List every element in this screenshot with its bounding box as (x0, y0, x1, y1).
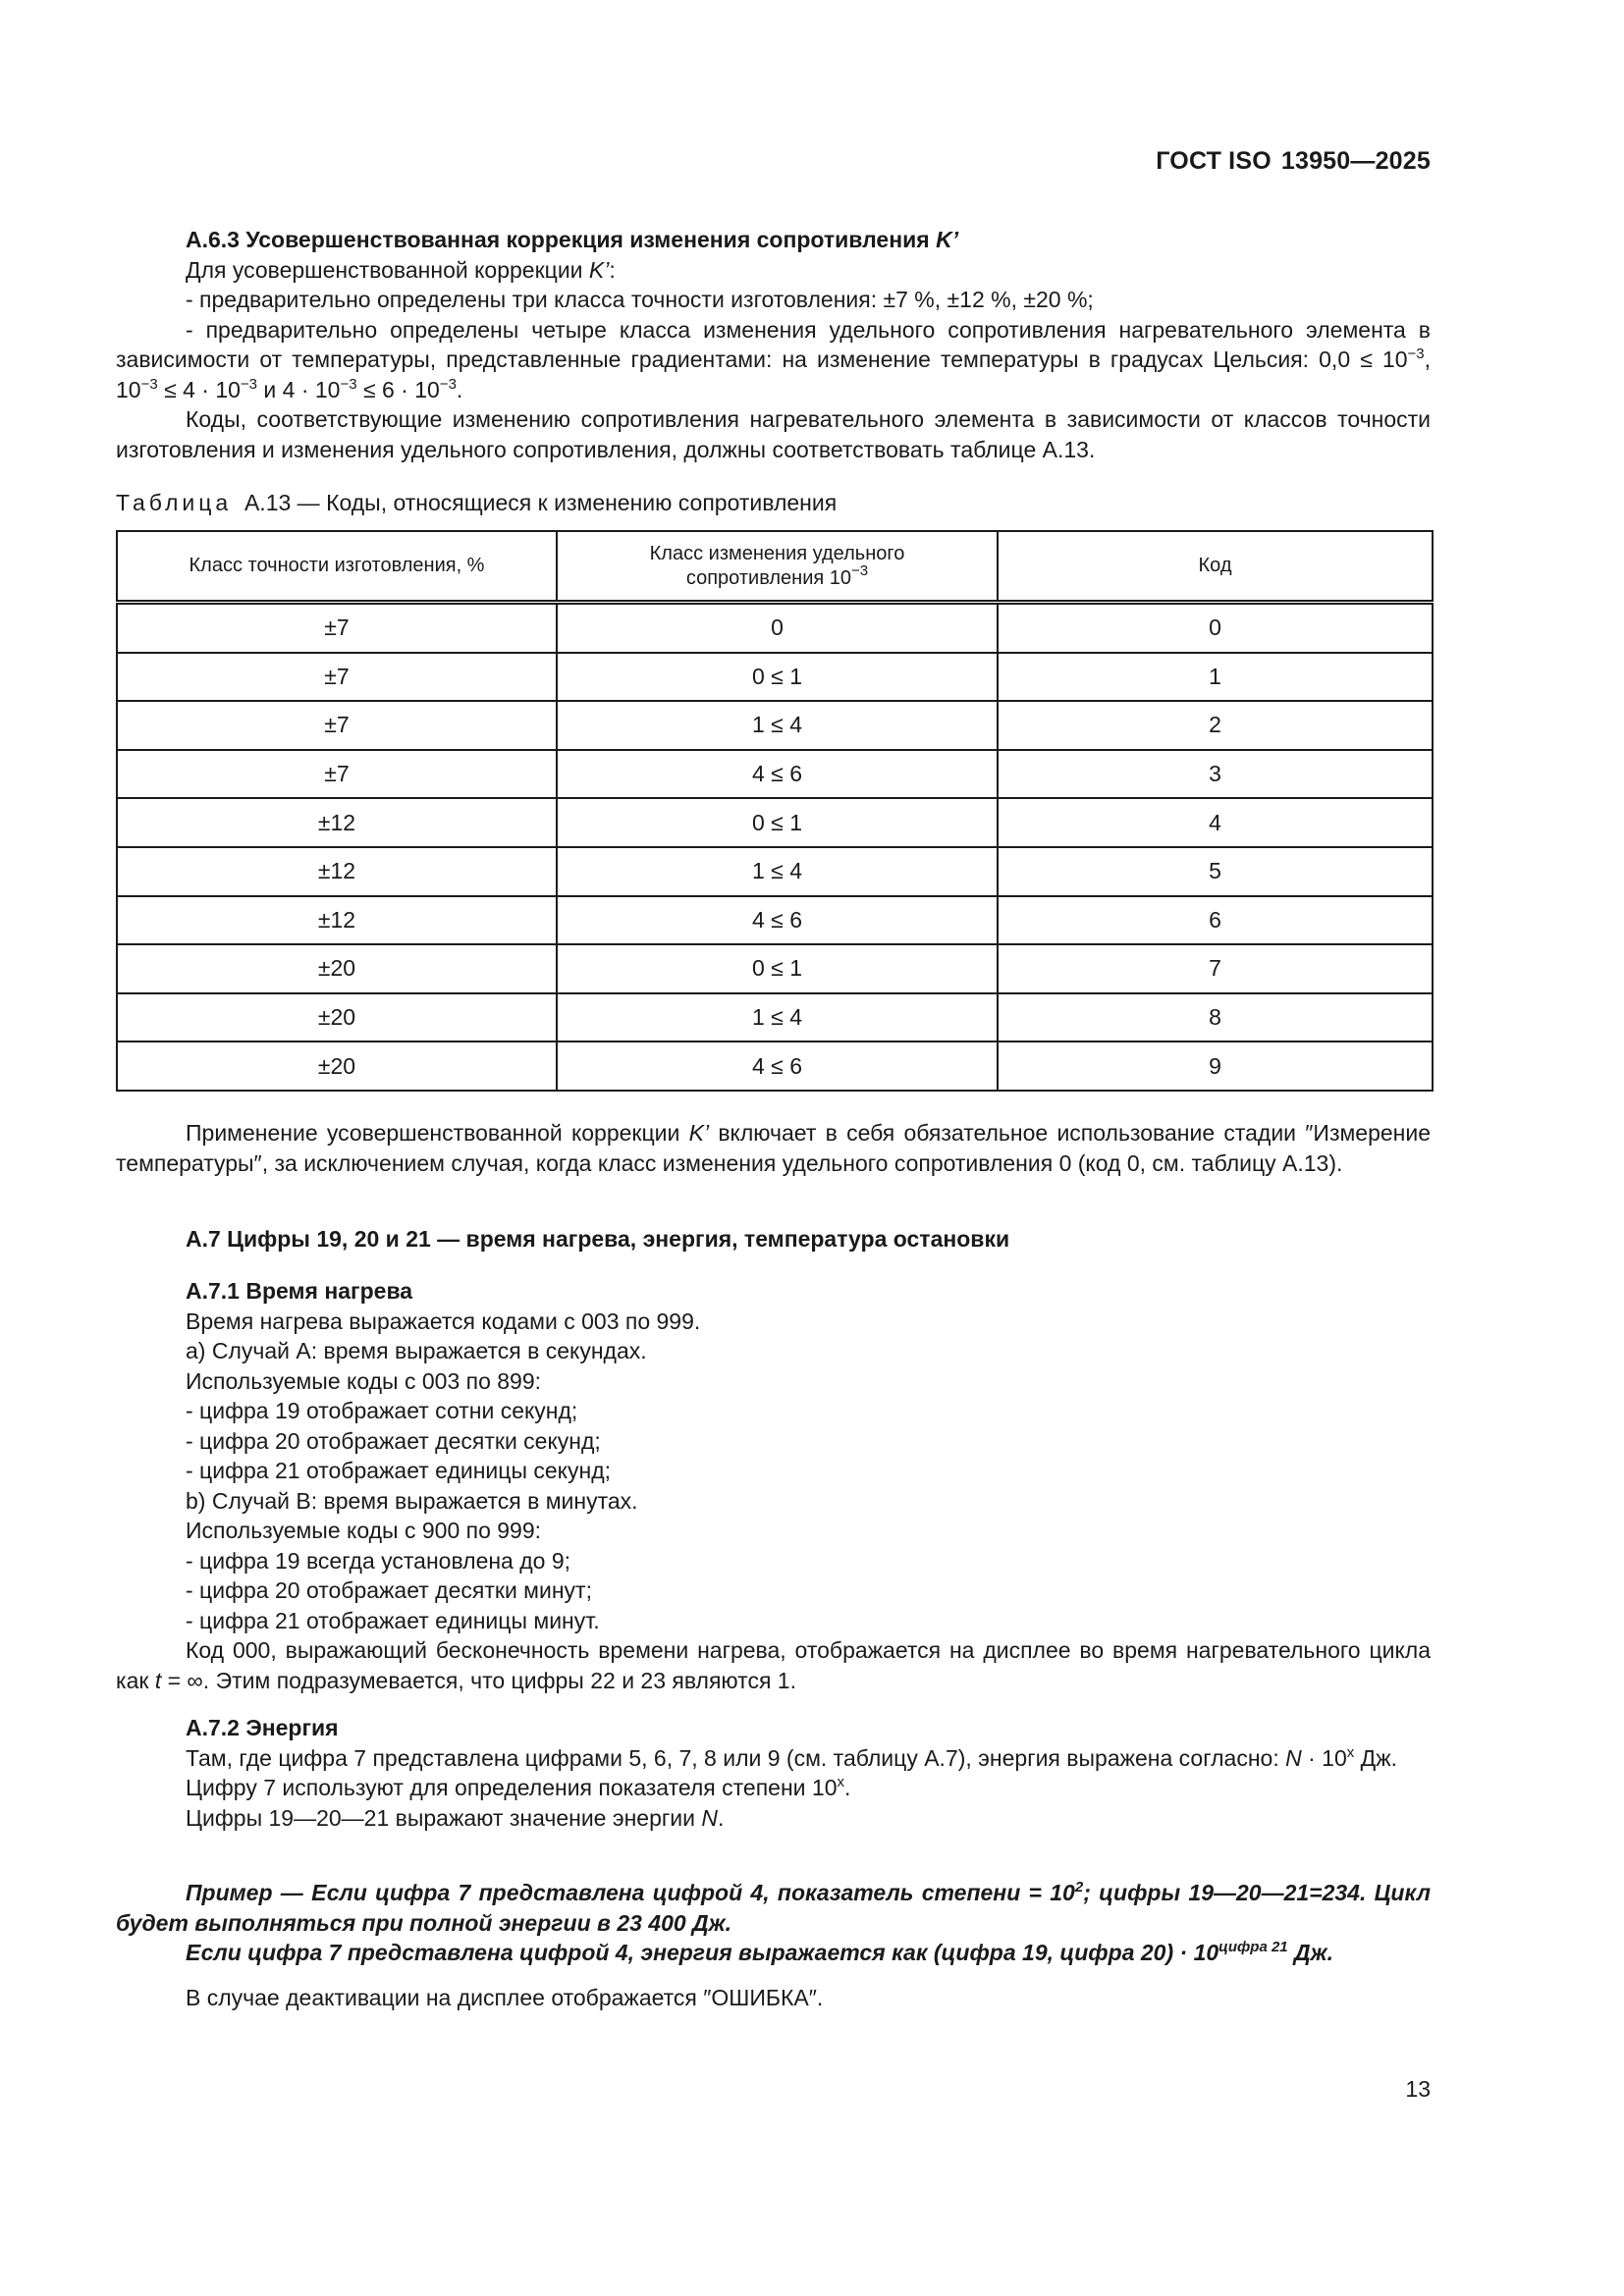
section-a71 (116, 1276, 1431, 1695)
section-a72 (116, 1713, 1431, 1833)
cell-resistivity: 0 (557, 603, 998, 653)
standard-number: 13950—2025 (1280, 147, 1431, 175)
page-number: 13 (1405, 2076, 1431, 2102)
table-row (117, 603, 1433, 653)
deactivation-paragraph: В случае деактивации на дисплее отображается ″ОШИБКА″. (186, 1985, 824, 2010)
cell-accuracy: ±12 (117, 798, 557, 847)
cell-code: 1 (998, 653, 1433, 702)
table-row (117, 847, 1433, 896)
example-block (116, 1878, 1431, 1968)
cell-resistivity: 4 ≤ 6 (557, 1041, 998, 1091)
table-row (117, 701, 1433, 750)
table-row (117, 750, 1433, 799)
cell-resistivity: 0 ≤ 1 (557, 944, 998, 993)
cell-code: 8 (998, 993, 1433, 1042)
bullet-resistivity-classes: - предварительно определены четыре класса изменения удельного сопротивления нагревательного элемента в зависимости от температуры, представленные градиентами: на изменение температуры в градусах Цельсия: $0,0 \le 10^{-3}$, $10^{-3} \le 4 \cdot 10^{-3}$ и $4 \cdot 10^{-3} \le 6 \cdot 10^{-3}$. (116, 316, 1431, 402)
list-item: - цифра 19 отображает сотни секунд; (186, 1398, 578, 1423)
table-caption-text: А.13 — Коды, относящиеся к изменению сопротивления (244, 490, 838, 515)
codes-paragraph: Коды, соответствующие изменению сопротивления нагревательного элемента в зависимости от классов точности изготовления и изменения удельного сопротивления, должны соответствовать таблице А.13. (116, 406, 1431, 462)
document-header (1156, 147, 1431, 176)
code000-paragraph: Код 000, выражающий бесконечность времени нагрева, отображается на дисплее во время нагревательного цикла как t = ∞. Этим подразумевается, что цифры 22 и 23 являются 1. (116, 1637, 1431, 1693)
table-row (117, 944, 1433, 993)
cell-accuracy: ±20 (117, 944, 557, 993)
energy-value-paragraph: Цифры 19—20—21 выражают значение энергии N. (186, 1804, 725, 1831)
cell-code: 7 (998, 944, 1433, 993)
list-item: Время нагрева выражается кодами с 003 по 999. (186, 1308, 701, 1334)
cell-code: 3 (998, 750, 1433, 799)
table-caption (116, 488, 1431, 518)
after-table-paragraph: Применение усовершенствованной коррекции K’ включает в себя обязательное использование стадии ″Измерение температуры″, за исключением случая, когда класс изменения удельного сопротивления 0 (код 0, см. таблицу А.13). (116, 1120, 1432, 1176)
table-row (117, 993, 1433, 1042)
list-item: a) Случай A: время выражается в секундах. (186, 1338, 647, 1363)
section-a7 (116, 1224, 1431, 1255)
example-line-2: Если цифра 7 представлена цифрой 4, энергия выражается как (цифра 19, цифра $20) \cdot 10^{цифра 21}$ Дж. (186, 1939, 1333, 1965)
header-accuracy-class: Класс точности изготовления, % (117, 531, 557, 603)
table-row (117, 798, 1433, 847)
table-row (117, 896, 1433, 945)
cell-accuracy: ±7 (117, 701, 557, 750)
cell-accuracy: ±20 (117, 1041, 557, 1091)
header-resistivity-class: Класс изменения удельного сопротивления $10^{-3}$ (557, 531, 998, 603)
after-table-section (116, 1118, 1431, 1178)
section-a63 (116, 225, 1431, 464)
section-a63-intro: Для усовершенствованной коррекции K’: (186, 256, 616, 283)
table-caption-label: Таблица (116, 490, 233, 515)
cell-resistivity: 0 ≤ 1 (557, 653, 998, 702)
list-item: - цифра 21 отображает единицы секунд; (186, 1458, 612, 1483)
list-item: Используемые коды с 003 по 899: (186, 1367, 542, 1394)
list-item: - цифра 19 всегда установлена до 9; (186, 1547, 571, 1574)
table-header-row (117, 531, 1433, 603)
cell-code: 2 (998, 701, 1433, 750)
cell-code: 9 (998, 1041, 1433, 1091)
list-item: - цифра 20 отображает десятки минут; (186, 1577, 592, 1603)
cell-resistivity: 0 ≤ 1 (557, 798, 998, 847)
cell-code: 6 (998, 896, 1433, 945)
header-code: Код (998, 531, 1433, 603)
cell-code: 0 (998, 603, 1433, 653)
cell-accuracy: ±12 (117, 847, 557, 896)
section-a63-title: А.6.3 Усовершенствованная коррекция изменения сопротивления K’ (186, 227, 959, 252)
section-a7-title: А.7 Цифры 19, 20 и 21 — время нагрева, энергия, температура остановки (186, 1226, 1010, 1252)
cell-code: 4 (998, 798, 1433, 847)
table-row (117, 1041, 1433, 1091)
cell-accuracy: ±7 (117, 653, 557, 702)
cell-accuracy: ±7 (117, 603, 557, 653)
cell-resistivity: 4 ≤ 6 (557, 750, 998, 799)
exponent-paragraph: Цифру 7 используют для определения показателя степени 10$^x$. (186, 1774, 851, 1800)
cell-resistivity: 1 ≤ 4 (557, 993, 998, 1042)
bullet-accuracy-classes: - предварительно определены три класса точности изготовления: ±7 %, ±12 %, ±20 %; (186, 287, 1094, 312)
section-a72-title: А.7.2 Энергия (186, 1715, 339, 1740)
cell-accuracy: ±12 (117, 896, 557, 945)
standard-code: ГОСТ ISO (1156, 147, 1272, 175)
deactivation-section (116, 1983, 1431, 2013)
cell-code: 5 (998, 847, 1433, 896)
list-item: - цифра 21 отображает единицы минут. (186, 1607, 600, 1633)
cell-accuracy: ±7 (117, 750, 557, 799)
cell-resistivity: 1 ≤ 4 (557, 701, 998, 750)
energy-formula-paragraph: Там, где цифра 7 представлена цифрами 5, 6, 7, 8 или 9 (см. таблицу А.7), энергия выражена согласно: $N \cdot 10^x$ Дж. (186, 1743, 1397, 1771)
list-item: b) Случай B: время выражается в минутах. (186, 1487, 638, 1514)
example-line-1: Пример — Если цифра 7 представлена цифрой 4, показатель степени = $10^2$; цифры 19—20—21=234. Цикл будет выполняться при полной энергии в 23 400 Дж. (116, 1879, 1431, 1936)
cell-resistivity: 4 ≤ 6 (557, 896, 998, 945)
table-a13 (116, 530, 1434, 1092)
cell-resistivity: 1 ≤ 4 (557, 847, 998, 896)
table-row (117, 653, 1433, 702)
list-item: Используемые коды с 900 по 999: (186, 1518, 542, 1543)
cell-accuracy: ±20 (117, 993, 557, 1042)
list-item: - цифра 20 отображает десятки секунд; (186, 1427, 601, 1454)
section-a71-title: А.7.1 Время нагрева (186, 1278, 413, 1304)
